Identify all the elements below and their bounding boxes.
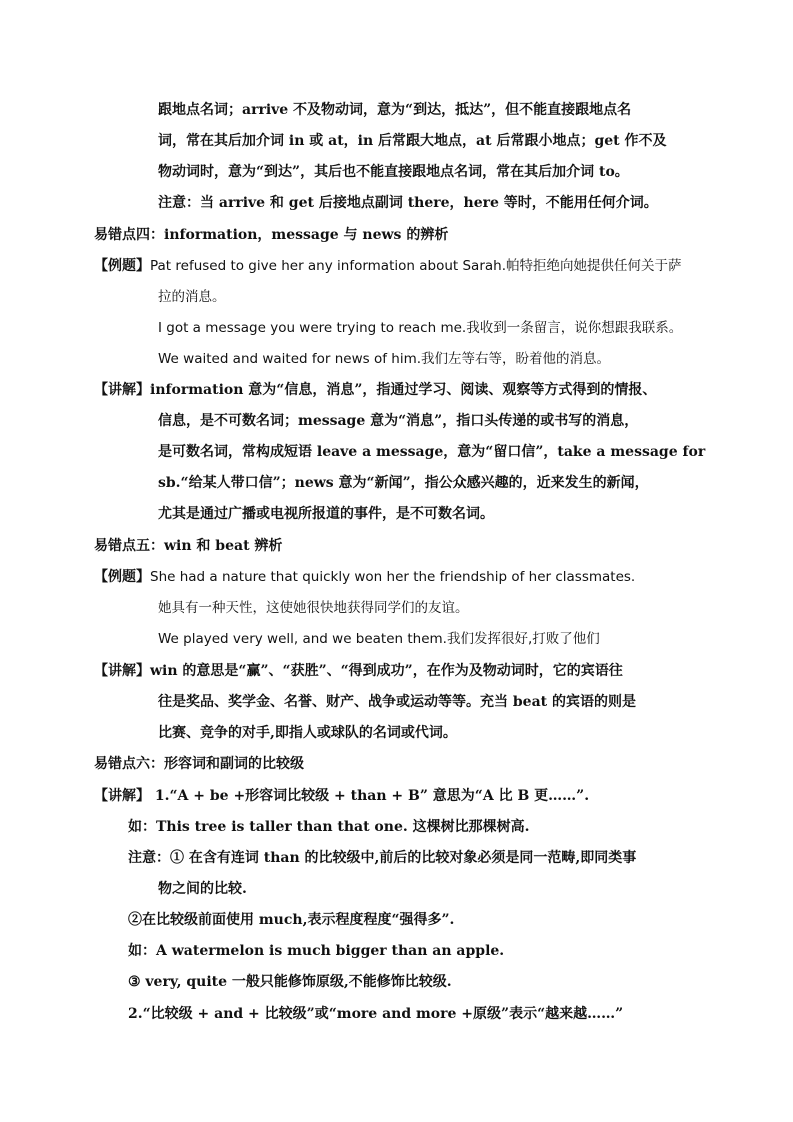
text-line: 信息，是不可数名词；message 意为“消息”，指口头传递的或书写的消息，	[158, 413, 639, 429]
text-line: 注意：当 arrive 和 get 后接地点副词 there，here 等时，不能用任何介词。	[158, 195, 658, 211]
text-line: 注意：① 在含有连词 than 的比较级中,前后的比较对象必须是同一范畴,即同类事	[128, 850, 637, 866]
text-line: 如：This tree is taller than that one. 这棵树比那棵树高.	[128, 819, 530, 835]
example-label: 【例题】	[94, 258, 150, 274]
text-line: 她具有一种天性，这使她很快地获得同学们的友谊。	[158, 600, 469, 616]
text-line: 跟地点名词；arrive 不及物动词，意为“到达，抵达”，但不能直接跟地点名	[158, 102, 632, 118]
text-line: ②在比较级前面使用 much,表示程度程度“强得多”.	[128, 912, 455, 928]
explanation-line: 【讲解】 1.“A + be +形容词比较级 + than + B” 意思为“A 比 B 更……”.	[94, 788, 590, 804]
text-line: 物动词时，意为“到达”，其后也不能直接跟地点名词，常在其后加介词 to。	[158, 164, 629, 180]
example-text: She had a nature that quickly won her the friendship of her classmates.	[150, 569, 636, 585]
section-heading: 易错点四：information，message 与 news 的辨析	[94, 227, 449, 243]
text-line: We played very well, and we beaten them.我们发挥很好,打败了他们	[158, 631, 600, 647]
section-heading: 易错点五：win 和 beat 辨析	[94, 538, 283, 554]
text-line: I got a message you were trying to reach me.我收到一条留言，说你想跟我联系。	[158, 320, 683, 336]
text-line: 尤其是通过广播或电视所报道的事件，是不可数名词。	[158, 506, 494, 522]
text-line: 词，常在其后加介词 in 或 at，in 后常跟大地点，at 后常跟小地点；get 作不及	[158, 133, 667, 149]
text-line: 物之间的比较.	[158, 881, 247, 897]
text-line: ③ very, quite 一般只能修饰原级,不能修饰比较级.	[128, 974, 452, 990]
text-line: 往是奖品、奖学金、名誉、财产、战争或运动等等。充当 beat 的宾语的则是	[158, 694, 636, 710]
text-line: 如：A watermelon is much bigger than an apple.	[128, 943, 505, 959]
text-line: We waited and waited for news of him.我们左等右等，盼着他的消息。	[158, 351, 611, 367]
example-label: 【例题】	[94, 569, 150, 585]
text-line: 2.“比较级 + and + 比较级”或“more and more +原级”表示“越来越……”	[128, 1006, 624, 1022]
example-text: Pat refused to give her any information about Sarah.帕特拒绝向她提供任何关于萨	[150, 258, 682, 274]
text-line: 拉的消息。	[158, 289, 226, 305]
text-line: sb.“给某人带口信”；news 意为“新闻”，指公众感兴趣的，近来发生的新闻，	[158, 475, 649, 491]
example-line	[94, 567, 635, 587]
text-line: 是可数名词，常构成短语 leave a message，意为“留口信”，take a message for	[158, 444, 706, 460]
section-heading: 易错点六：形容词和副词的比较级	[94, 756, 304, 772]
example-line	[94, 256, 681, 276]
text-line: 比赛、竞争的对手,即指人或球队的名词或代词。	[158, 725, 457, 741]
explanation-line: 【讲解】win 的意思是“赢”、“获胜”、“得到成功”，在作为及物动词时，它的宾语往	[94, 663, 623, 679]
explanation-line: 【讲解】information 意为“信息，消息”，指通过学习、阅读、观察等方式得到的情报、	[94, 382, 657, 398]
